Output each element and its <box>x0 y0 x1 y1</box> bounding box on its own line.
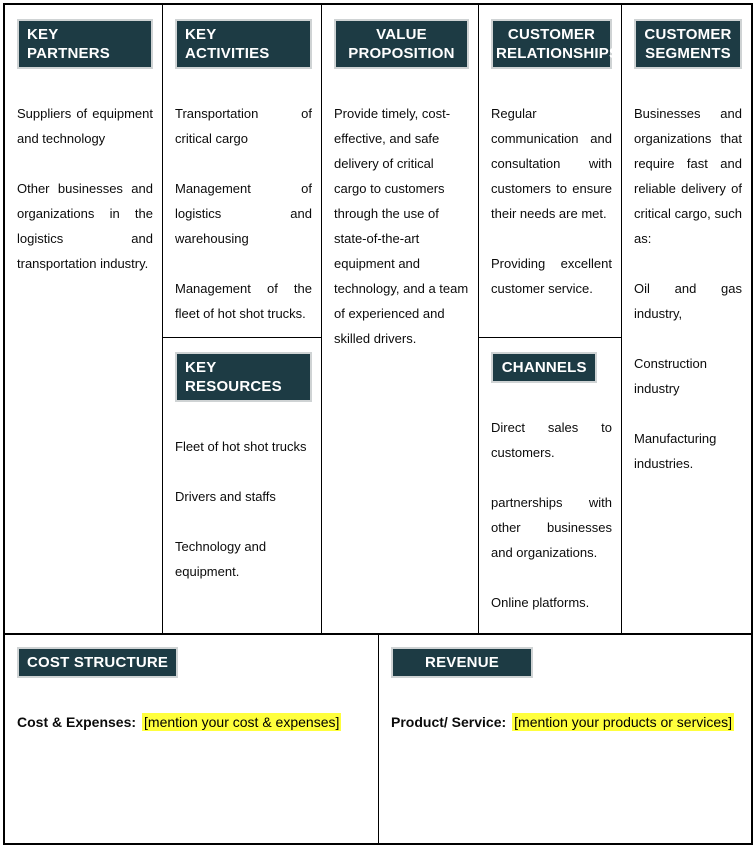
value-proposition-text: Provide timely, cost-effective, and safe delivery of critical cargo to customers through the use of state-of-the-art equipment and technology, and a team of experienced and skilled drivers. <box>334 106 469 346</box>
key-activities-text: Management of logistics and warehousing <box>175 181 312 246</box>
section-key-activities <box>163 5 321 338</box>
revenue-header: REVENUE <box>391 647 533 678</box>
canvas-top-grid <box>5 5 751 633</box>
product-service-placeholder: [mention your products or services] <box>514 714 733 730</box>
key-resources-text: Fleet of hot shot trucks <box>175 439 307 454</box>
channels-header: CHANNELS <box>491 352 597 383</box>
key-resources-header: KEY RESOURCES <box>175 352 312 402</box>
customer-relationships-text: Providing excellent customer service. <box>491 256 612 296</box>
key-resources-text: Drivers and staffs <box>175 489 276 504</box>
cost-structure-header: COST STRUCTURE <box>17 647 178 678</box>
key-partners-text: Other businesses and organizations in the logistics and transportation industry. <box>17 181 153 271</box>
section-channels <box>479 338 621 633</box>
customer-segments-text: Construction industry <box>634 356 707 396</box>
key-activities-text: Transportation of critical cargo <box>175 106 312 146</box>
key-activities-header: KEY ACTIVITIES <box>175 19 312 69</box>
section-customer-segments <box>622 5 751 633</box>
key-resources-text: Technology and equipment. <box>175 539 267 579</box>
revenue-line <box>391 711 741 733</box>
section-cost-structure <box>5 635 379 843</box>
canvas-grid <box>3 3 753 845</box>
canvas-bottom-row <box>5 633 751 843</box>
channels-text: Online platforms. <box>491 595 590 610</box>
cost-expenses-label: Cost & Expenses: <box>17 714 137 730</box>
section-key-resources <box>163 338 321 633</box>
column-key-activities-resources <box>163 5 322 633</box>
column-relationships-channels <box>479 5 622 633</box>
section-value-proposition <box>322 5 478 633</box>
key-activities-text: Management of the fleet of hot shot trucks. <box>175 281 312 321</box>
customer-relationships-header: CUSTOMER RELATIONSHIPS <box>491 19 612 69</box>
column-key-partners <box>5 5 163 633</box>
section-customer-relationships <box>479 5 621 338</box>
column-value-proposition <box>322 5 479 633</box>
key-partners-text: Suppliers of equipment and technology <box>17 106 153 146</box>
customer-relationships-text: Regular communication and consultation with customers to ensure their needs are met. <box>491 106 612 221</box>
section-key-partners <box>5 5 162 633</box>
customer-segments-text: Manufacturing industries. <box>634 431 717 471</box>
channels-text: partnerships with other businesses and organizations. <box>491 495 612 560</box>
customer-segments-header: CUSTOMER SEGMENTS <box>634 19 742 69</box>
cost-expenses-placeholder: [mention your cost & expenses] <box>144 714 340 730</box>
customer-segments-text: Businesses and organizations that require fast and reliable delivery of critical cargo, such as: <box>634 106 742 246</box>
value-proposition-header: VALUE PROPOSITION <box>334 19 469 69</box>
customer-segments-text: Oil and gas industry, <box>634 281 742 321</box>
key-partners-header: KEY PARTNERS <box>17 19 153 69</box>
channels-text: Direct sales to customers. <box>491 420 612 460</box>
cost-structure-line <box>17 711 368 733</box>
section-revenue <box>379 635 751 843</box>
column-customer-segments <box>622 5 751 633</box>
product-service-label: Product/ Service: <box>391 714 507 730</box>
